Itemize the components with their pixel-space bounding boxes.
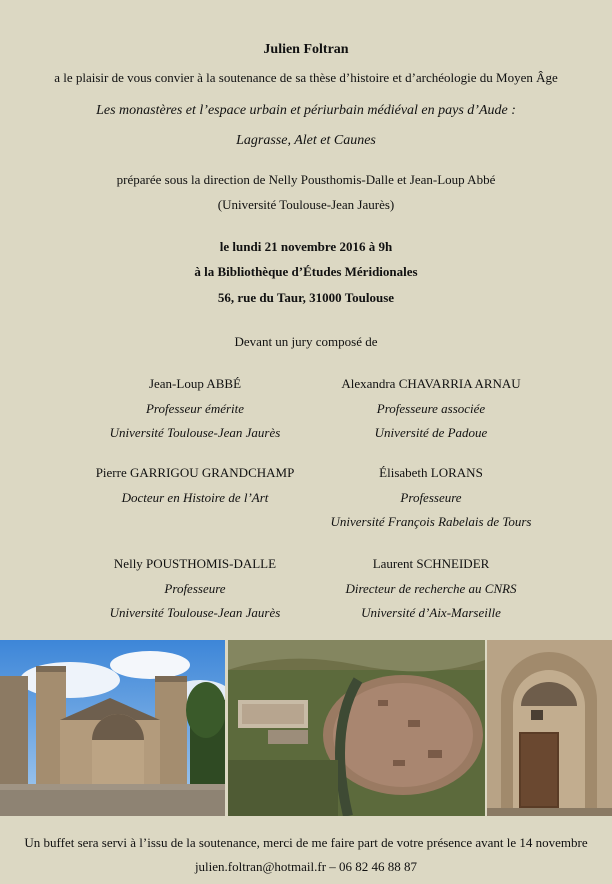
abbey-church-photo <box>0 640 225 816</box>
invitation-text: a le plaisir de vous convier à la soutenance de sa thèse d’histoire et d’archéologie du Moyen Âge <box>54 70 558 85</box>
thesis-title-line2: Lagrasse, Alet et Caunes <box>236 133 376 148</box>
event-venue: à la Bibliothèque d’Études Méridionales <box>194 264 418 279</box>
doorway-photo <box>487 640 612 816</box>
jury-role: Professeure <box>164 580 226 596</box>
jury-name: Laurent SCHNEIDER <box>372 556 490 571</box>
jury-institution: Université Toulouse-Jean Jaurès <box>109 425 281 440</box>
contact-text: julien.foltran@hotmail.fr – 06 82 46 88 87 <box>194 859 418 874</box>
jury-name: Pierre GARRIGOU GRANDCHAMP <box>95 465 295 480</box>
university-text: (Université Toulouse-Jean Jaurès) <box>217 197 395 212</box>
event-date: le lundi 21 novembre 2016 à 9h <box>219 239 393 254</box>
direction-text: préparée sous la direction de Nelly Pousthomis-Dalle et Jean-Loup Abbé <box>116 172 496 187</box>
jury-name: Nelly POUSTHOMIS-DALLE <box>113 556 277 571</box>
jury-name: Élisabeth LORANS <box>379 465 483 480</box>
jury-member <box>281 372 581 446</box>
photo-strip <box>0 640 612 816</box>
jury-name: Jean-Loup ABBÉ <box>148 376 242 391</box>
jury-intro: Devant un jury composé de <box>234 334 378 349</box>
jury-member <box>281 461 581 535</box>
buffet-text: Un buffet sera servi à l’issu de la soutenance, merci de me faire part de votre présence avant le 14 novembre <box>24 835 588 850</box>
jury-role: Directeur de recherche au CNRS <box>345 580 517 596</box>
thesis-title-line1: Les monastères et l’espace urbain et périurbain médiéval en pays d’Aude : <box>96 103 516 118</box>
jury-role: Professeure <box>400 489 462 505</box>
jury-institution: Université Toulouse-Jean Jaurès <box>109 605 281 620</box>
event-address: 56, rue du Taur, 31000 Toulouse <box>217 290 395 305</box>
jury-role: Docteur en Histoire de l’Art <box>121 489 269 505</box>
jury-member <box>281 552 581 626</box>
jury-institution: Université de Padoue <box>374 425 488 440</box>
author-name: Julien Foltran <box>263 42 349 57</box>
aerial-town-photo <box>228 640 485 816</box>
jury-role: Professeure associée <box>376 400 486 416</box>
jury-name: Alexandra CHAVARRIA ARNAU <box>341 376 521 391</box>
jury-role: Professeur émérite <box>145 400 245 416</box>
jury-institution: Université François Rabelais de Tours <box>330 514 532 529</box>
jury-institution: Université d’Aix-Marseille <box>361 605 501 620</box>
